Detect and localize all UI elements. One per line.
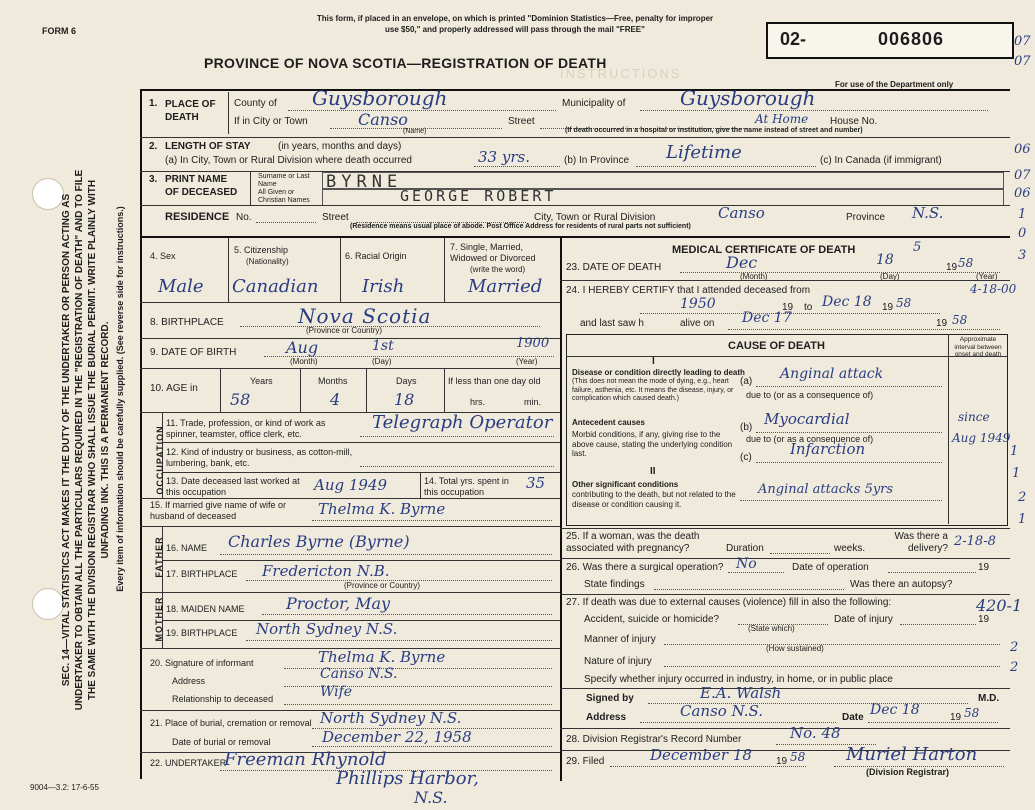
birthplace-caption: (Province or Country) xyxy=(306,326,383,335)
residence-label: RESIDENCE xyxy=(165,211,230,223)
age-years-value: 58 xyxy=(230,390,251,409)
dob-day: 1st xyxy=(372,338,394,354)
cause-b-interval: since xyxy=(958,410,990,424)
informant-sig-label: 20. Signature of informant xyxy=(150,658,254,668)
municipality-value: Guysborough xyxy=(680,86,816,110)
q9-bottom xyxy=(140,368,560,369)
relationship-line xyxy=(284,704,552,705)
q5-6-divider xyxy=(340,238,341,302)
margin-code-4: 07 xyxy=(1014,168,1031,183)
q28-label: 28. Division Registrar's Record Number xyxy=(566,734,742,745)
q25-bottom xyxy=(560,558,1010,559)
death-month: Dec xyxy=(726,253,758,272)
stay-c-label: (c) In Canada (if immigrant) xyxy=(820,155,942,166)
filed-19: 19 xyxy=(776,756,788,767)
md-label: M.D. xyxy=(978,693,1000,704)
print-name-label: PRINT NAME xyxy=(165,174,228,185)
q8-bottom xyxy=(140,338,560,339)
q12-line xyxy=(360,466,554,467)
op-date-line xyxy=(888,572,976,573)
op-date-label: Date of operation xyxy=(792,562,869,573)
state-which-caption: (State which) xyxy=(748,624,795,633)
injury-date-19: 19 xyxy=(978,614,990,625)
last-seen-19: 19 xyxy=(936,318,948,329)
delivery-label: Was there a delivery? xyxy=(894,531,948,554)
father-birthplace-value: Fredericton N.B. xyxy=(262,562,390,580)
frame-left xyxy=(140,89,142,779)
filed-year: 58 xyxy=(790,750,806,764)
margin-code-6: 1 xyxy=(1018,207,1027,222)
q11-label: 11. Trade, profession, or kind of work as spinner, teamster, office clerk, etc. xyxy=(166,418,326,439)
duration-label: Duration xyxy=(726,543,764,554)
column-divider xyxy=(560,236,562,781)
undertaker-label: 22. UNDERTAKER xyxy=(150,758,227,768)
mother-birthplace-line xyxy=(246,640,552,641)
cause-b-value: Myocardial xyxy=(764,410,850,428)
other-conditions-line xyxy=(740,500,942,501)
margin-code-7: 0 xyxy=(1018,226,1027,241)
residence-city-label: City, Town or Rural Division xyxy=(534,212,656,223)
injury-date-line xyxy=(900,624,976,625)
weeks-label: weeks. xyxy=(834,543,866,554)
burial-date-value: December 22, 1958 xyxy=(322,728,472,746)
antecedent-label: Antecedent causes xyxy=(572,418,645,427)
death-year-caption: (Year) xyxy=(976,272,998,281)
row-residence-bottom xyxy=(140,236,1010,238)
q3-divider xyxy=(250,171,251,205)
q26-bottom xyxy=(560,594,1010,595)
cause-a-line xyxy=(756,386,942,387)
mother-section-label: MOTHER xyxy=(154,596,164,642)
antecedent-note: Morbid conditions, if any, giving rise to the above cause, stating the underlying condition last. xyxy=(572,430,733,458)
informant-address-value: Canso N.S. xyxy=(320,666,398,682)
age-col3 xyxy=(366,368,367,412)
op-date-19: 19 xyxy=(978,562,990,573)
father-birthplace-caption: (Province or Country) xyxy=(344,581,421,590)
undertaker-address-2: N.S. xyxy=(414,788,448,807)
attended-19: 19 xyxy=(782,302,794,313)
dob-label: 9. DATE OF BIRTH xyxy=(150,347,237,358)
age-years-label: Years xyxy=(250,376,273,386)
q14-label: 14. Total yrs. spent in this occupation xyxy=(424,476,509,497)
of-deceased-label: OF DECEASED xyxy=(165,187,238,198)
stay-a-label: (a) In City, Town or Rural Division where death occurred xyxy=(165,155,412,166)
sex-value: Male xyxy=(158,276,204,297)
margin-code-10: 1 xyxy=(1018,512,1027,527)
mother-birthplace-value: North Sydney N.S. xyxy=(256,620,398,638)
how-sustained-caption: (How sustained) xyxy=(766,644,824,653)
stay-b-line xyxy=(636,166,816,167)
attended-to-label: to xyxy=(804,302,813,313)
burial-date-line xyxy=(312,746,552,747)
q27-label: 27. If death was due to external causes (violence) fill in also the following: xyxy=(566,597,892,608)
citizenship-label: 5. Citizenship xyxy=(234,245,289,255)
marital-label: 7. Single, Married, Widowed or Divorced xyxy=(450,242,536,263)
signer-address-line xyxy=(640,722,836,723)
q2-number: 2. xyxy=(149,141,158,152)
registration-prefix: 02- xyxy=(780,29,807,49)
attended-to-year: 58 xyxy=(896,296,912,310)
undertaker-value: Freeman Rhynold xyxy=(224,749,387,770)
interval-title: Approximate interval between onset and death xyxy=(954,336,1002,358)
part-one-label: I xyxy=(652,356,655,367)
hospital-note: (If death occurred in a hospital or institution, give the name instead of street and number) xyxy=(565,127,863,134)
q26-label: 26. Was there a surgical operation? xyxy=(566,562,724,573)
mother-birthplace-label: 19. BIRTHPLACE xyxy=(166,628,238,638)
citizenship-caption: (Nationality) xyxy=(246,257,289,266)
hrs-label: hrs. xyxy=(470,397,486,407)
cause-b-line xyxy=(756,432,942,433)
stay-a-line xyxy=(474,166,560,167)
stay-b-label: (b) In Province xyxy=(564,155,630,166)
cause-b-label: (b) xyxy=(740,422,753,433)
margin-code-3: 06 xyxy=(1014,142,1031,157)
dob-year: 1900 xyxy=(516,336,550,351)
residence-no-label: No. xyxy=(236,212,252,223)
length-of-stay-caption: (in years, months and days) xyxy=(278,141,402,152)
margin-code-8: 3 xyxy=(1018,248,1027,263)
birthplace-value: Nova Scotia xyxy=(298,304,432,328)
q1-divider xyxy=(228,92,229,134)
q12-label: 12. Kind of industry or business, as cotton-mill, lumbering, bank, etc. xyxy=(166,447,353,468)
cause-c-value: Infarction xyxy=(790,440,866,458)
q24-label: 24. I HEREBY CERTIFY that I attended deceased from xyxy=(566,285,811,296)
mother-maiden-line xyxy=(262,614,552,615)
age-label: 10. AGE in xyxy=(150,383,198,394)
marital-caption: (write the word) xyxy=(470,265,526,274)
given-names-value: GEORGE ROBERT xyxy=(400,187,557,205)
surgery-line xyxy=(728,572,784,573)
q1-number: 1. xyxy=(149,98,158,109)
cause-c-label: (c) xyxy=(740,452,752,463)
burial-place-label: 21. Place of burial, cremation or removal xyxy=(150,718,312,728)
last-seen-date: Dec 17 xyxy=(742,310,792,326)
q27-bottom xyxy=(560,688,1010,689)
cause-a-due-to: due to (or as a consequence of) xyxy=(746,390,874,400)
signed-date-value: Dec 18 xyxy=(870,702,920,718)
registrar-signature: Muriel Harton xyxy=(846,744,978,765)
cause-a-value: Anginal attack xyxy=(780,366,884,382)
father-name-value: Charles Byrne (Byrne) xyxy=(228,532,410,551)
filed-value: December 18 xyxy=(650,746,752,764)
q15-label: 15. If married give name of wife or husband of deceased xyxy=(150,500,287,521)
mid-code-6: 420-1 xyxy=(976,596,1023,615)
residence-city-value: Canso xyxy=(718,204,765,222)
county-line xyxy=(288,110,556,111)
duration-line xyxy=(770,553,830,554)
manner-label: Manner of injury xyxy=(584,634,656,645)
q23-label: 23. DATE OF DEATH xyxy=(566,262,662,273)
cause-c-line xyxy=(756,462,942,463)
dob-day-caption: (Day) xyxy=(372,357,392,366)
q23-bottom xyxy=(560,280,1010,281)
frame-top xyxy=(140,89,1010,91)
municipality-label: Municipality of xyxy=(562,98,626,109)
signed-date-label: Date xyxy=(842,712,864,723)
cause-b-due-to: due to (or as a consequence of) xyxy=(746,434,874,444)
relationship-value: Wife xyxy=(320,684,353,700)
department-use-label: For use of the Department only xyxy=(835,80,954,89)
q11-value: Telegraph Operator xyxy=(372,412,553,433)
informant-sig-value: Thelma K. Byrne xyxy=(318,648,446,666)
last-seen-label: and last saw h xyxy=(580,318,644,329)
dob-month: Aug xyxy=(286,338,319,357)
nature-line xyxy=(664,666,1000,667)
q14-value: 35 xyxy=(526,474,546,492)
mid-code-5: 2-18-8 xyxy=(954,534,996,549)
death-year: 58 xyxy=(958,256,974,270)
cause-c-interval: Aug 1949 xyxy=(952,431,1011,445)
burial-date-label: Date of burial or removal xyxy=(172,737,271,747)
findings-label: State findings xyxy=(584,579,645,590)
statute-notice: SEC. 14—VITAL STATISTICS ACT MAKES IT THE DUTY OF THE UNDERTAKER OR PERSON ACTING AS UNDERTAKER TO OBTAIN ALL THE PARTICULARS REQUIRED IN THE "REGISTRATION OF DEATH" AND TO FILE THE SAME WITH THE DIVISION REGISTRAR WHO SHALL ISSUE THE BURIAL PERMIT. WRITE PLAINLY WITH UNFADING INK. THIS IS A PERMANENT RECORD. xyxy=(61,169,111,711)
county-label: County of xyxy=(234,98,277,109)
death-date-line xyxy=(680,272,1000,273)
residence-no-line xyxy=(256,222,316,223)
county-value: Guysborough xyxy=(312,86,448,110)
house-label: House No. xyxy=(830,116,878,127)
margin-code-11: 2 xyxy=(1010,640,1019,655)
municipality-line xyxy=(640,110,988,111)
last-seen-line xyxy=(728,329,1000,330)
min-label: min. xyxy=(524,397,542,407)
filed-line xyxy=(610,766,806,767)
manner-line xyxy=(664,644,1000,645)
burial-place-value: North Sydney N.S. xyxy=(320,709,462,727)
stay-a-value: 33 yrs. xyxy=(478,148,530,166)
father-name-label: 16. NAME xyxy=(166,543,208,553)
dob-month-caption: (Month) xyxy=(290,357,318,366)
cause-header-bottom xyxy=(566,356,1008,357)
city-town-value: Canso xyxy=(358,110,408,129)
q3-number: 3. xyxy=(149,174,158,185)
mid-code-1: 5 xyxy=(913,240,922,255)
undertaker-address-1: Phillips Harbor, xyxy=(336,768,479,789)
q11-line xyxy=(360,436,554,437)
form-code: 9004—3.2: 17-6-55 xyxy=(30,783,99,792)
signed-date-19: 19 xyxy=(950,712,962,723)
racial-origin-value: Irish xyxy=(362,276,405,297)
q13-label: 13. Date deceased last worked at this occupation xyxy=(166,476,300,497)
father-name-line xyxy=(220,554,552,555)
instructions-note: Every item of information should be carefully supplied. (See reverse side for instructions.) xyxy=(115,206,125,592)
q15-bottom xyxy=(140,526,560,527)
informant-address-label: Address xyxy=(172,676,206,686)
cause-of-death-title: CAUSE OF DEATH xyxy=(728,340,825,352)
age-col4 xyxy=(444,368,445,412)
dob-year-caption: (Year) xyxy=(516,357,538,366)
nature-label: Nature of injury xyxy=(584,656,652,667)
occupation-section-label: OCCUPATION xyxy=(155,425,165,495)
father-section-label: FATHER xyxy=(154,536,164,578)
q29-label: 29. Filed xyxy=(566,756,605,767)
age-days-label: Days xyxy=(396,376,417,386)
form-label: FORM 6 xyxy=(42,26,77,36)
signer-address-label: Address xyxy=(586,712,627,723)
accident-label: Accident, suicide or homicide? xyxy=(584,614,720,625)
city-town-label: If in City or Town xyxy=(234,116,308,127)
page-title: PROVINCE OF NOVA SCOTIA—REGISTRATION OF DEATH xyxy=(204,55,607,71)
signed-by-value: E.A. Walsh xyxy=(700,684,782,702)
street-label: Street xyxy=(508,116,535,127)
mail-notice-line2: use $50," and properly addressed will pass through the mail "FREE" xyxy=(385,25,645,34)
father-bottom xyxy=(140,592,560,593)
specify-label: Specify whether injury occurred in industry, in home, or in public place xyxy=(584,674,893,685)
occupation-bottom xyxy=(140,498,560,499)
father-birthplace-label: 17. BIRTHPLACE xyxy=(166,569,238,579)
interval-column xyxy=(948,334,949,524)
q12-bottom xyxy=(162,472,560,473)
signed-date-line xyxy=(868,722,998,723)
record-number-value: No. 48 xyxy=(790,724,841,742)
signer-address-value: Canso N.S. xyxy=(680,702,764,720)
surgery-value: No xyxy=(736,556,757,572)
age-col2 xyxy=(300,368,301,412)
medical-cert-title: MEDICAL CERTIFICATE OF DEATH xyxy=(672,244,856,256)
residence-street-label: Street xyxy=(322,212,349,223)
margin-code-1: 07 xyxy=(1014,34,1031,49)
place-of-death-label: PLACE OF DEATH xyxy=(165,99,216,123)
surname-label: Surname or Last Name xyxy=(258,173,310,188)
q15-line xyxy=(312,520,552,521)
residence-note: (Residence means usual place of abode. Post Office Address for residents of rural parts not sufficient) xyxy=(350,223,691,230)
registrar-caption: (Division Registrar) xyxy=(866,767,950,777)
mid-code-2: 4-18-00 xyxy=(970,282,1017,296)
marital-value: Married xyxy=(468,276,543,297)
mid-code-3: 1 xyxy=(1010,444,1019,459)
immediate-cause-label: Disease or condition directly leading to death xyxy=(572,368,745,377)
racial-origin-label: 6. Racial Origin xyxy=(345,251,407,261)
background-word: INSTRUCTIONS xyxy=(560,66,682,81)
mail-notice-line1: This form, if placed in an envelope, on which is printed "Dominion Statistics—Free, penalty for improper xyxy=(316,14,714,23)
residence-province-value: N.S. xyxy=(912,204,944,222)
q4-5-divider xyxy=(228,238,229,302)
father-name-bottom xyxy=(162,560,560,561)
margin-code-2: 07 xyxy=(1014,54,1031,69)
q25-label: 25. If a woman, was the death associated with pregnancy? xyxy=(566,531,700,554)
birthplace-label: 8. BIRTHPLACE xyxy=(150,317,224,328)
length-of-stay-label: LENGTH OF STAY xyxy=(165,141,251,152)
q13-value: Aug 1949 xyxy=(314,476,388,494)
other-conditions-value: Anginal attacks 5yrs xyxy=(758,482,894,497)
death-day-caption: (Day) xyxy=(880,272,900,281)
under-day-label: If less than one day old xyxy=(448,376,541,386)
attended-to: Dec 18 xyxy=(822,294,872,310)
citizenship-value: Canadian xyxy=(232,276,319,297)
residence-province-label: Province xyxy=(846,212,885,223)
death-month-caption: (Month) xyxy=(740,272,768,281)
given-names-label: All Given or Christian Names xyxy=(258,189,310,204)
name-caption: (Name) xyxy=(403,128,427,135)
house-value: At Home xyxy=(755,112,809,126)
margin-code-9: 2 xyxy=(1018,490,1027,505)
relationship-label: Relationship to deceased xyxy=(172,694,274,704)
margin-code-5: 06 xyxy=(1014,186,1031,201)
cause-a-label: (a) xyxy=(740,376,753,387)
part-two-label: II xyxy=(650,466,656,477)
q13-14-divider xyxy=(420,472,421,498)
margin-code-12: 2 xyxy=(1010,660,1019,675)
q6-7-divider xyxy=(444,238,445,302)
row3-bottom xyxy=(140,205,1010,206)
mother-maiden-label: 18. MAIDEN NAME xyxy=(166,604,245,614)
alive-on-label: alive on xyxy=(680,318,715,329)
signed-date-year: 58 xyxy=(964,706,980,720)
q11-bottom xyxy=(162,442,560,443)
surname-value: BYRNE xyxy=(326,172,403,192)
row1-bottom xyxy=(140,137,1010,138)
q15-value: Thelma K. Byrne xyxy=(318,500,446,518)
stay-b-value: Lifetime xyxy=(666,142,742,163)
signed-by-label: Signed by xyxy=(586,693,634,704)
other-conditions-note: contributing to the death, but not related to the disease or condition causing it. xyxy=(572,490,736,509)
registration-number-box xyxy=(766,22,1014,59)
cause-box-bottom xyxy=(560,528,1010,529)
mother-maiden-value: Proctor, May xyxy=(286,594,391,613)
age-months-label: Months xyxy=(318,376,348,386)
autopsy-label: Was there an autopsy? xyxy=(850,579,953,590)
last-seen-year: 58 xyxy=(952,313,968,327)
death-day: 18 xyxy=(876,252,894,268)
age-days-value: 18 xyxy=(394,390,415,409)
sex-label: 4. Sex xyxy=(150,251,176,261)
signed-bottom xyxy=(560,728,1010,729)
other-conditions-label: Other significant conditions xyxy=(572,480,679,489)
mid-code-4: 1 xyxy=(1012,466,1021,481)
mail-notice xyxy=(280,13,750,35)
age-months-value: 4 xyxy=(330,390,341,409)
birthplace-line xyxy=(240,326,540,327)
q4-7-bottom xyxy=(140,302,560,303)
attended-from: 1950 xyxy=(680,296,716,312)
attended-to-19: 19 xyxy=(882,302,894,313)
immediate-cause-note: (This does not mean the mode of dying, e.g., heart failure, asthenia, etc. It means the disease, injury, or complication which caused death.) xyxy=(572,378,734,402)
age-col1 xyxy=(220,368,221,412)
injury-date-label: Date of injury xyxy=(834,614,893,625)
death-19: 19 xyxy=(946,262,958,273)
registration-number: 006806 xyxy=(878,29,945,49)
findings-line xyxy=(654,589,844,590)
